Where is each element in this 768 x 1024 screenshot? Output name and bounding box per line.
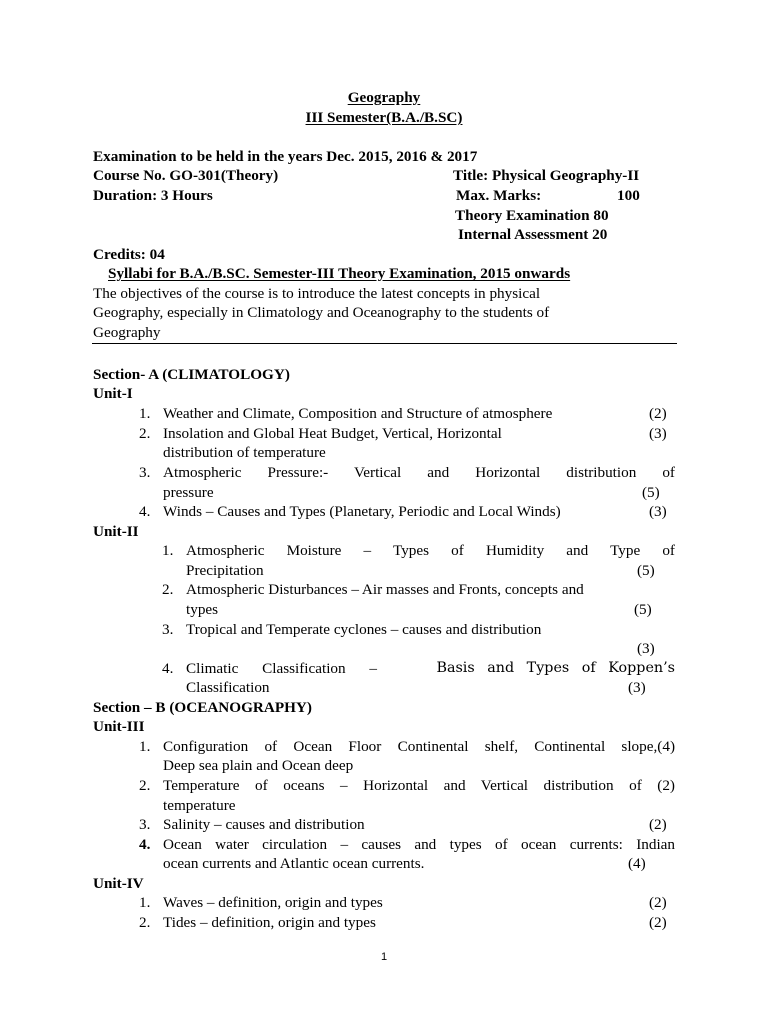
list-item-number: 2.	[162, 581, 174, 598]
item-marks: (3)	[649, 425, 667, 442]
list-item-continuation: distribution of temperature	[163, 444, 326, 461]
list-item-continuation: pressure	[163, 484, 214, 501]
list-item: Atmospheric Pressure:- Vertical and Horizontal distribution of	[163, 464, 675, 481]
list-item-number: 1.	[139, 738, 151, 755]
objectives-line-2: Geography, especially in Climatology and Oceanography to the students of	[93, 304, 550, 321]
list-item: Salinity – causes and distribution	[163, 816, 365, 833]
list-item-number: 3.	[139, 464, 151, 481]
credits: Credits: 04	[93, 246, 165, 263]
list-item-number: 4.	[162, 660, 174, 677]
list-item-number: 2.	[139, 425, 151, 442]
item-marks: (2)	[649, 914, 667, 931]
list-item-number: 1.	[139, 405, 151, 422]
list-item: Temperature of oceans – Horizontal and Vertical distribution of (2)	[163, 777, 675, 794]
list-item: Weather and Climate, Composition and Structure of atmosphere	[163, 405, 553, 422]
duration: Duration: 3 Hours	[93, 187, 213, 204]
divider-rule	[92, 343, 677, 344]
unit-4-title: Unit-IV	[93, 875, 144, 892]
max-marks-value: 100	[617, 187, 640, 204]
item-marks: (2)	[649, 816, 667, 833]
list-item-number: 2.	[139, 914, 151, 931]
subject-title: Geography	[347, 89, 421, 106]
list-item: Insolation and Global Heat Budget, Vertical, Horizontal	[163, 425, 502, 442]
item-marks: (2)	[649, 405, 667, 422]
list-item-number: 1.	[139, 894, 151, 911]
list-item: Winds – Causes and Types (Planetary, Periodic and Local Winds)	[163, 503, 561, 520]
section-b-title: Section – B (OCEANOGRAPHY)	[93, 699, 312, 716]
exam-years: Examination to be held in the years Dec. 2015, 2016 & 2017	[93, 148, 478, 165]
item-marks: (3)	[628, 679, 646, 696]
list-item-number: 4.	[139, 503, 151, 520]
list-item: Configuration of Ocean Floor Continental shelf, Continental slope,(4)	[163, 738, 675, 755]
list-item: Atmospheric Disturbances – Air masses and Fronts, concepts and	[186, 581, 584, 598]
item-marks: (3)	[649, 503, 667, 520]
unit-1-title: Unit-I	[93, 385, 133, 402]
item-marks: (5)	[634, 601, 652, 618]
section-a-title: Section- A (CLIMATOLOGY)	[93, 366, 290, 383]
syllabus-heading: Syllabi for B.A./B.SC. Semester-III Theory Examination, 2015 onwards	[108, 265, 571, 282]
item-marks: (2)	[649, 894, 667, 911]
list-item: Atmospheric Moisture – Types of Humidity and Type of	[186, 542, 675, 559]
list-item-continuation: ocean currents and Atlantic ocean currents.	[163, 855, 425, 872]
list-item	[186, 659, 675, 678]
list-item-continuation: types	[186, 601, 219, 618]
theory-exam: Theory Examination 80	[455, 207, 609, 224]
course-title: Title: Physical Geography-II	[453, 167, 640, 184]
item-marks: (5)	[642, 484, 660, 501]
list-item-number: 4.	[139, 836, 151, 853]
list-item-continuation: Classification	[186, 679, 270, 696]
list-item-number: 3.	[162, 621, 174, 638]
page-number: 1	[380, 951, 388, 963]
objectives-line-1: The objectives of the course is to introduce the latest concepts in physical	[93, 285, 541, 302]
list-item-continuation: temperature	[163, 797, 236, 814]
list-item-number: 2.	[139, 777, 151, 794]
koppen-basis-text: Basis and Types of Koppen’s	[436, 660, 675, 676]
list-item: Waves – definition, origin and types	[163, 894, 383, 911]
list-item: Ocean water circulation – causes and types of ocean currents: Indian	[163, 836, 675, 853]
list-item-number: 1.	[162, 542, 174, 559]
item-marks: (3)	[637, 640, 655, 657]
unit-3-title: Unit-III	[93, 718, 145, 735]
list-item: Tropical and Temperate cyclones – causes and distribution	[186, 621, 542, 638]
unit-2-title: Unit-II	[93, 523, 139, 540]
max-marks-label: Max. Marks:	[456, 187, 542, 204]
list-item-continuation: Deep sea plain and Ocean deep	[163, 757, 354, 774]
climatic-classification-text: Climatic Classification –	[186, 660, 378, 677]
list-item-continuation: Precipitation	[186, 562, 264, 579]
list-item: Tides – definition, origin and types	[163, 914, 376, 931]
semester-title: III Semester(B.A./B.SC)	[305, 109, 463, 126]
item-marks: (4)	[628, 855, 646, 872]
item-marks: (5)	[637, 562, 655, 579]
internal-assessment: Internal Assessment 20	[458, 226, 608, 243]
course-no: Course No. GO-301(Theory)	[93, 167, 279, 184]
objectives-line-3: Geography	[93, 324, 161, 341]
list-item-number: 3.	[139, 816, 151, 833]
